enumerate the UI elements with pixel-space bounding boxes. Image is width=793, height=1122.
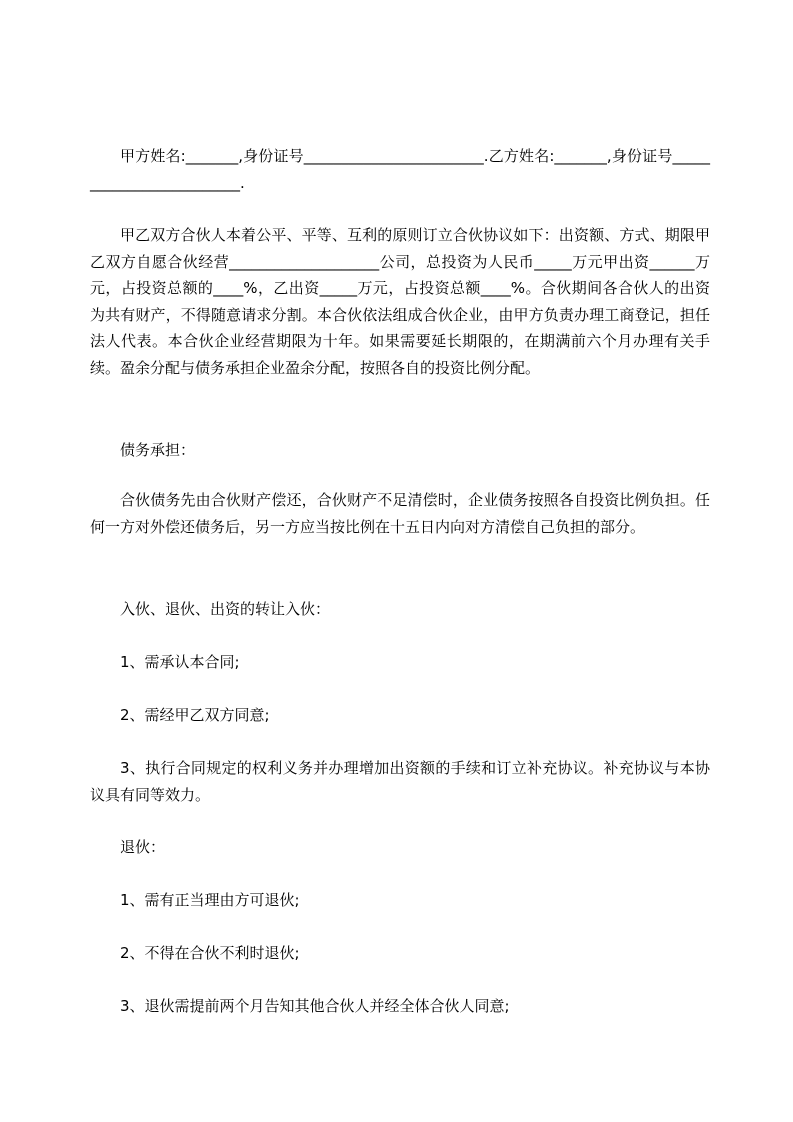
withdrawal-item-2: 2、不得在合伙不利时退伙; xyxy=(120,944,300,962)
admission-heading: 入伙、退伙、出资的转让入伙： xyxy=(120,600,331,618)
debt-paragraph: 合伙债务先由合伙财产偿还，合伙财产不足清偿时，企业债务按照各自投资比例负担。任何一方对外偿还债务后，另一方应当按比例在十五日内向对方清偿自己负担的部分。 xyxy=(90,491,710,536)
admission-item-3: 3、执行合同规定的权利义务并办理增加出资额的手续和订立补充协议。补充协议与本协议具有同等效力。 xyxy=(90,759,710,804)
admission-item-1: 1、需承认本合同; xyxy=(120,653,240,671)
withdrawal-item-3: 3、退伙需提前两个月告知其他合伙人并经全体合伙人同意; xyxy=(120,997,510,1015)
party-identity-paragraph: 甲方姓名:_______,身份证号________________________.乙方姓名:_______,身份证号_________________________. xyxy=(90,147,710,192)
admission-item-2: 2、需经甲乙双方同意; xyxy=(120,706,270,724)
agreement-terms-paragraph: 甲乙双方合伙人本着公平、平等、互利的原则订立合伙协议如下：出资额、方式、期限甲乙双方自愿合伙经营____________________公司，总投资为人民币_____万元甲出资______万元，占投资总额的____%，乙出资_____万元，占投资总额____%。合伙期间各合伙人的出资为共有财产，不得随意请求分割。本合伙依法组成合伙企业，由甲方负责办理工商登记，担任法人代表。本合伙企业经营期限为十年。如果需要延长期限的，在期满前六个月办理有关手续。盈余分配与债务承担企业盈余分配，按照各自的投资比例分配。 xyxy=(90,226,710,377)
withdrawal-heading: 退伙： xyxy=(120,838,166,856)
debt-heading: 债务承担： xyxy=(120,441,196,459)
withdrawal-item-1: 1、需有正当理由方可退伙; xyxy=(120,891,300,909)
